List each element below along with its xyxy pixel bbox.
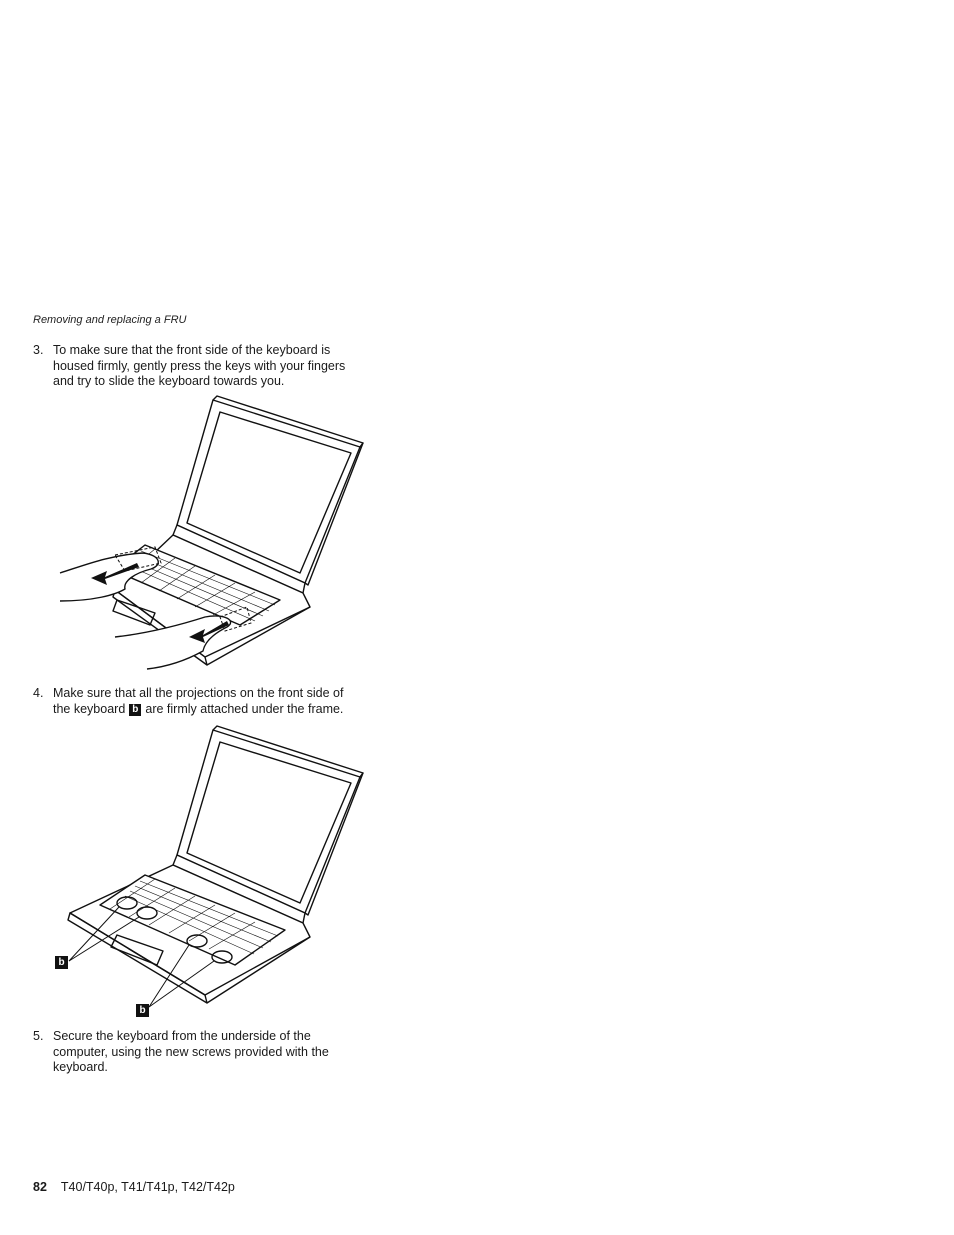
step-5 bbox=[33, 1029, 363, 1076]
callout-b: b bbox=[129, 704, 141, 716]
running-header: Removing and replacing a FRU bbox=[33, 314, 187, 326]
figure-callout-b-left: b bbox=[55, 956, 68, 969]
step-text-before: Make sure that all the projections on the front side of the keyboard bbox=[53, 686, 344, 716]
page-footer bbox=[33, 1180, 235, 1194]
step-text-after: are firmly attached under the frame. bbox=[145, 701, 344, 716]
step-number: 4. bbox=[33, 686, 44, 700]
step-text: Secure the keyboard from the underside of the computer, using the new screws provided with the keyboard. bbox=[53, 1029, 329, 1074]
page-number: 82 bbox=[33, 1180, 47, 1194]
laptop-hands-illustration bbox=[55, 395, 365, 675]
laptop-projections-illustration bbox=[55, 725, 365, 1015]
step-number: 5. bbox=[33, 1029, 44, 1043]
figure-callout-b-bottom: b bbox=[136, 1004, 149, 1017]
step-3 bbox=[33, 343, 363, 390]
model-list: T40/T40p, T41/T41p, T42/T42p bbox=[60, 1180, 235, 1194]
step-number: 3. bbox=[33, 343, 44, 357]
step-4 bbox=[33, 686, 363, 717]
step-text: To make sure that the front side of the keyboard is housed firmly, gently press the keys with your fingers and try to slide the keyboard towards you. bbox=[53, 343, 346, 388]
